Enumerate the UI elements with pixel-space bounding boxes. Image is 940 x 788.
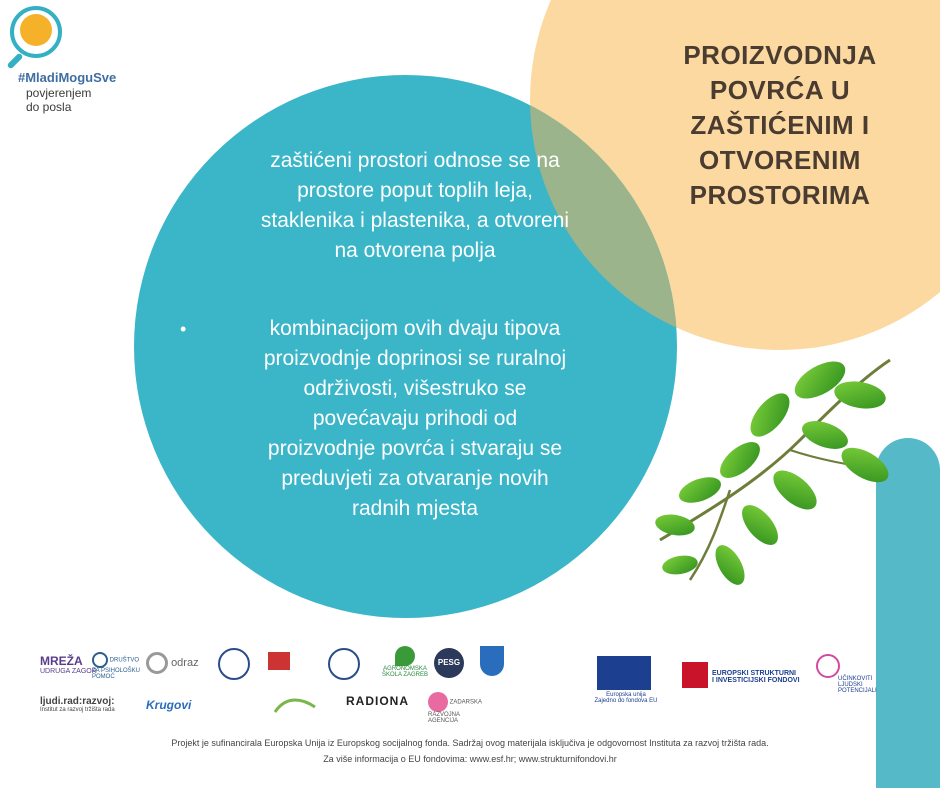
footer-disclaimer: Projekt je sufinancirala Europska Unija iz Europskog socijalnog fonda. Sadržaj ovog materijala isključiva je odgovornost Instituta za razvoj tržišta rada. <box>171 738 769 748</box>
zagreb-leaf-icon <box>270 692 320 718</box>
bullet-line: proizvodnje povrća i stvaraju se <box>267 437 563 460</box>
bullet-item <box>180 314 650 524</box>
pesg-logo: PESG <box>434 648 464 678</box>
bullet-line: preduvjeti za otvaranje novih <box>281 467 549 490</box>
ljudi-title: ljudi.rad:razvoj: <box>40 696 115 707</box>
leaf-branch-icon <box>620 340 900 600</box>
bullet-line: staklenika i plastenika, a otvoreni <box>260 209 570 232</box>
krugovi-logo: Krugovi <box>146 698 192 712</box>
esif-caption-line: EUROPSKI STRUKTURNI <box>712 670 797 677</box>
agronomska-name: AGRONOMSKA ŠKOLA ZAGREB <box>381 666 429 678</box>
mreza-subtitle: UDRUGA ZAGOR <box>40 668 97 675</box>
esif-mark-icon <box>682 662 708 688</box>
bullet-line: na otvorena polja <box>334 239 496 262</box>
ljudi-logo <box>40 696 115 713</box>
mreza-title: MREŽA <box>40 654 83 668</box>
esif-caption <box>712 670 800 684</box>
shield-icon <box>268 652 290 670</box>
title-line: PROIZVODNJA <box>683 40 877 70</box>
leaf-emblem-icon <box>395 646 415 666</box>
bullet-line: zaštićeni prostori odnose se na <box>270 149 560 172</box>
bullet-line: povećavaju prihodi od <box>312 407 518 430</box>
eu-flag-icon <box>597 656 651 690</box>
bullet-item <box>180 146 650 266</box>
bullet-dot-icon: • <box>180 319 187 339</box>
logo-tagline-2: do posla <box>26 100 72 114</box>
school-emblem-icon <box>328 648 360 680</box>
esf-caption-line: UČINKOVITI <box>838 676 873 682</box>
title-line: POVRĆA U <box>709 75 851 105</box>
odraz-name: odraz <box>171 656 199 669</box>
esf-caption-line: POTENCIJALI <box>838 688 877 694</box>
radiona-logo: RADIONA <box>346 694 409 708</box>
bullet-line: kombinacijom ovih dvaju tipova <box>269 317 561 340</box>
drustvo-circle-icon <box>92 652 108 668</box>
m-emblem-icon <box>218 648 250 680</box>
esif-caption-line: I INVESTICIJSKI FONDOVI <box>712 677 800 684</box>
page-title <box>652 38 908 213</box>
bullet-dot-icon: • <box>180 151 187 171</box>
zadarska-dots-icon <box>428 692 448 712</box>
odraz-logo <box>146 652 199 674</box>
eu-caption-line: Zajedno do fondova EU <box>594 698 658 704</box>
esf-caption <box>838 676 877 694</box>
bullet-line: prostore poput toplih leja, <box>297 179 533 202</box>
eu-caption <box>586 692 666 704</box>
zadarska-name: ZADARSKA RAZVOJNA AGENCIJA <box>428 699 482 724</box>
odraz-ring-icon <box>146 652 168 674</box>
logo-hashtag: #MladiMoguSve <box>18 70 117 85</box>
zadarska-logo <box>428 692 488 724</box>
ljudi-subtitle: Institut za razvoj tržišta rada <box>40 707 115 713</box>
drustvo-logo <box>92 652 144 680</box>
title-line: PROSTORIMA <box>689 180 871 210</box>
mreza-logo <box>40 654 97 675</box>
logo-tagline-1: povjerenjem <box>26 86 92 100</box>
agronomska-logo <box>380 646 430 678</box>
magnifier-handle <box>7 53 24 70</box>
title-line: OTVORENIM <box>699 145 861 175</box>
sun-icon <box>20 14 52 46</box>
bullet-line: proizvodnje doprinosi se ruralnoj <box>263 347 567 370</box>
title-line: ZAŠTIĆENIM I <box>690 110 870 140</box>
footer-info: Za više informacija o EU fondovima: www.esf.hr; www.strukturnifondovi.hr <box>323 754 617 764</box>
eu-caption-line: Europska unija <box>606 692 646 698</box>
bullet-line: održivosti, višestruko se <box>303 377 527 400</box>
city-shield-icon <box>480 646 504 676</box>
esf-flower-icon <box>816 654 840 678</box>
esf-caption-line: LJUDSKI <box>838 682 863 688</box>
drustvo-name: DRUŠTVO ZA PSIHOLOŠKU POMOĆ <box>92 657 141 680</box>
bullet-line: radnih mjesta <box>351 497 479 520</box>
